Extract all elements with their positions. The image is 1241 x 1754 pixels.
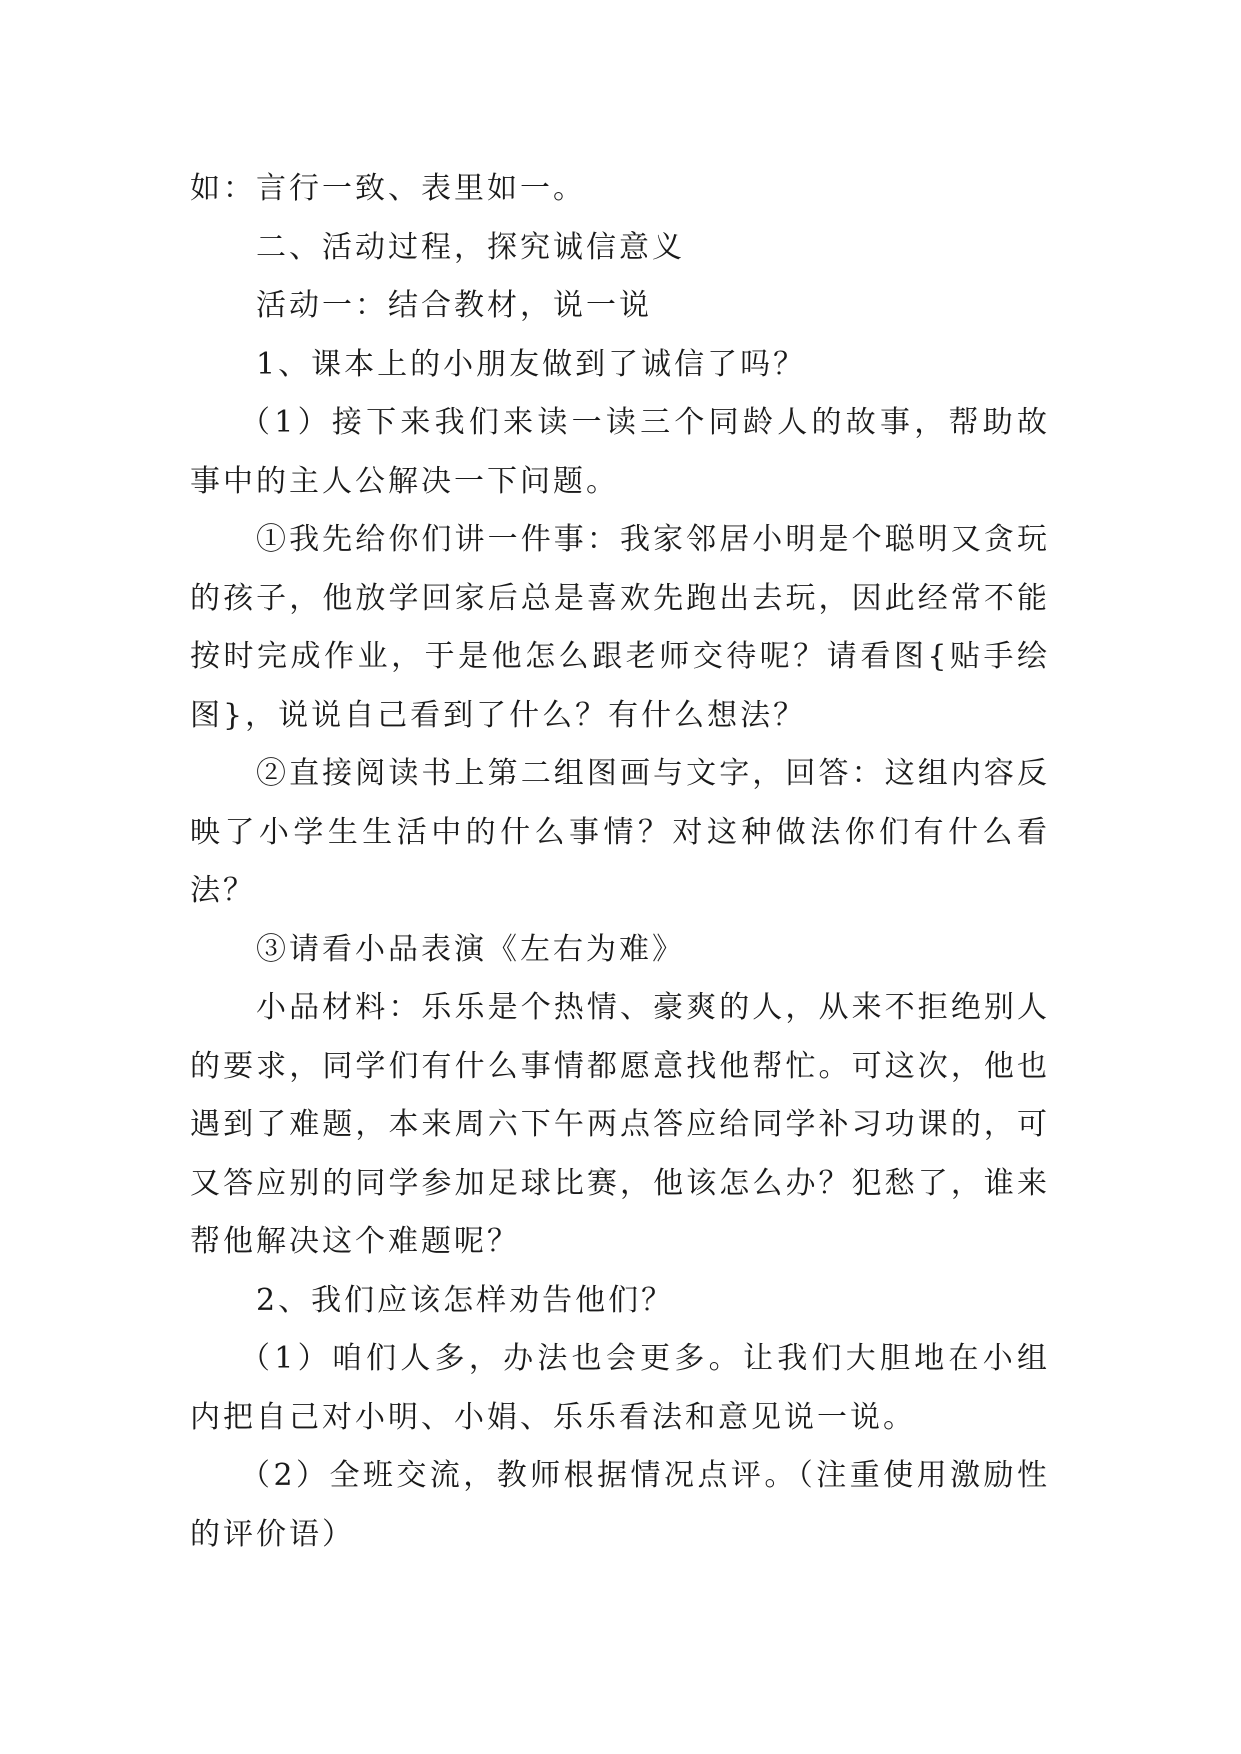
story-2-reading: ②直接阅读书上第二组图画与文字，回答：这组内容反映了小学生生活中的什么事情？对这种做法你们有什么看法？ [190, 756, 1050, 908]
question-2: 2、我们应该怎样劝告他们？ [256, 1282, 675, 1318]
item-1-1: （1）接下来我们来读一读三个同龄人的故事，帮助故事中的主人公解决一下问题。 [190, 405, 1050, 499]
paragraph-continuation: 如：言行一致、表里如一。 [190, 171, 586, 206]
item-2-1: （1）咱们人多，办法也会更多。让我们大胆地在小组内把自己对小明、小娟、乐乐看法和意见说一说。 [190, 1341, 1050, 1435]
activity-one-heading: 活动一：结合教材，说一说 [256, 288, 652, 323]
story-3-skit: ③请看小品表演《左右为难》 [256, 931, 685, 967]
section-heading-activity-process: 二、活动过程，探究诚信意义 [256, 229, 685, 265]
skit-material: 小品材料：乐乐是个热情、豪爽的人，从来不拒绝别人的要求，同学们有什么事情都愿意找他帮忙。可这次，他也遇到了难题，本来周六下午两点答应给同学补习功课的，可又答应别的同学参加足球比赛，他该怎么办？犯愁了，谁来帮他解决这个难题呢？ [190, 990, 1050, 1259]
story-1-xiaoming: ①我先给你们讲一件事：我家邻居小明是个聪明又贪玩的孩子，他放学回家后总是喜欢先跑出去玩，因此经常不能按时完成作业，于是他怎么跟老师交待呢？请看图{贴手绘图}，说说自己看到了什么？有什么想法？ [190, 522, 1050, 733]
document-body [190, 160, 1050, 1564]
question-1: 1、课本上的小朋友做到了诚信了吗？ [256, 346, 807, 382]
item-2-2: （2）全班交流，教师根据情况点评。（注重使用激励性的评价语） [190, 1458, 1050, 1552]
